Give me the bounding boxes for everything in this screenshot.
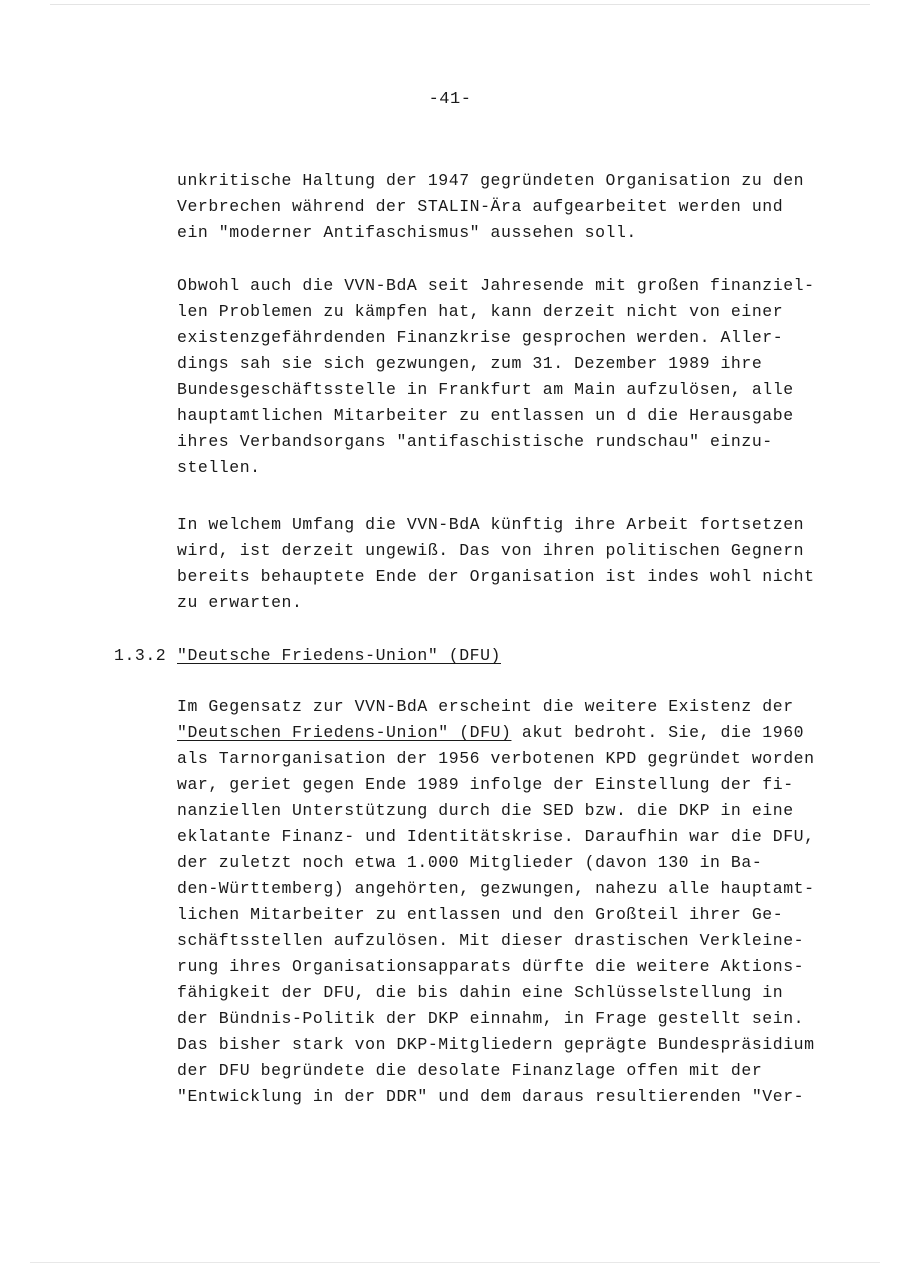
text-line: fähigkeit der DFU, die bis dahin eine Schlüsselstellung in (177, 983, 784, 1002)
underlined-organization-name: "Deutschen Friedens-Union" (DFU) (177, 723, 512, 742)
section-title: "Deutsche Friedens-Union" (DFU) (177, 646, 501, 665)
section-heading (114, 646, 501, 665)
text-line: nanziellen Unterstützung durch die SED bzw. die DKP in eine (177, 801, 794, 820)
text-line (177, 720, 857, 746)
text-line: lichen Mitarbeiter zu entlassen und den Großteil ihrer Ge- (177, 905, 784, 924)
paragraph-3 (177, 512, 857, 616)
text-line: zu erwarten. (177, 593, 303, 612)
text-line: bereits behauptete Ende der Organisation ist indes wohl nicht (177, 567, 815, 586)
text-line: wird, ist derzeit ungewiß. Das von ihren politischen Gegnern (177, 541, 805, 560)
text-line: "Entwicklung in der DDR" und dem daraus resultierenden "Ver- (177, 1087, 805, 1106)
text-line: unkritische Haltung der 1947 gegründeten Organisation zu den (177, 171, 805, 190)
paragraph-2 (177, 273, 857, 481)
text-line: ein "moderner Antifaschismus" aussehen soll. (177, 223, 637, 242)
text-line: Obwohl auch die VVN-BdA seit Jahresende mit großen finanziel- (177, 276, 815, 295)
text-line: Das bisher stark von DKP-Mitgliedern geprägte Bundespräsidium (177, 1035, 815, 1054)
text-line: der DFU begründete die desolate Finanzlage offen mit der (177, 1061, 763, 1080)
text-line: schäftsstellen aufzulösen. Mit dieser drastischen Verkleine- (177, 931, 805, 950)
section-number: 1.3.2 (114, 646, 167, 665)
text-fragment: akut bedroht. Sie, die 1960 (511, 723, 805, 742)
text-line: eklatante Finanz- und Identitätskrise. Daraufhin war die DFU, (177, 827, 815, 846)
text-line: stellen. (177, 458, 261, 477)
text-line: In welchem Umfang die VVN-BdA künftig ihre Arbeit fortsetzen (177, 515, 805, 534)
text-line: Bundesgeschäftsstelle in Frankfurt am Main aufzulösen, alle (177, 380, 794, 399)
paragraph-1 (177, 168, 857, 246)
scan-edge-bottom (30, 1262, 880, 1263)
text-line: existenzgefährdenden Finanzkrise gesprochen werden. Aller- (177, 328, 784, 347)
text-line: len Problemen zu kämpfen hat, kann derzeit nicht von einer (177, 302, 784, 321)
text-line: den-Württemberg) angehörten, gezwungen, nahezu alle hauptamt- (177, 879, 815, 898)
text-line: der Bündnis-Politik der DKP einnahm, in Frage gestellt sein. (177, 1009, 805, 1028)
text-line: ihres Verbandsorgans "antifaschistische rundschau" einzu- (177, 432, 773, 451)
text-line: Verbrechen während der STALIN-Ära aufgearbeitet werden und (177, 197, 784, 216)
text-line: rung ihres Organisationsapparats dürfte die weitere Aktions- (177, 957, 805, 976)
text-line: der zuletzt noch etwa 1.000 Mitglieder (davon 130 in Ba- (177, 853, 763, 872)
text-line: Im Gegensatz zur VVN-BdA erscheint die weitere Existenz der (177, 697, 794, 716)
paragraph-4 (177, 694, 857, 1110)
text-line: als Tarnorganisation der 1956 verbotenen KPD gegründet worden (177, 749, 815, 768)
scan-edge-top (50, 4, 870, 5)
text-line: war, geriet gegen Ende 1989 infolge der Einstellung der fi- (177, 775, 794, 794)
page-number: -41- (428, 90, 472, 109)
text-line: dings sah sie sich gezwungen, zum 31. Dezember 1989 ihre (177, 354, 763, 373)
text-line: hauptamtlichen Mitarbeiter zu entlassen un d die Herausgabe (177, 406, 794, 425)
